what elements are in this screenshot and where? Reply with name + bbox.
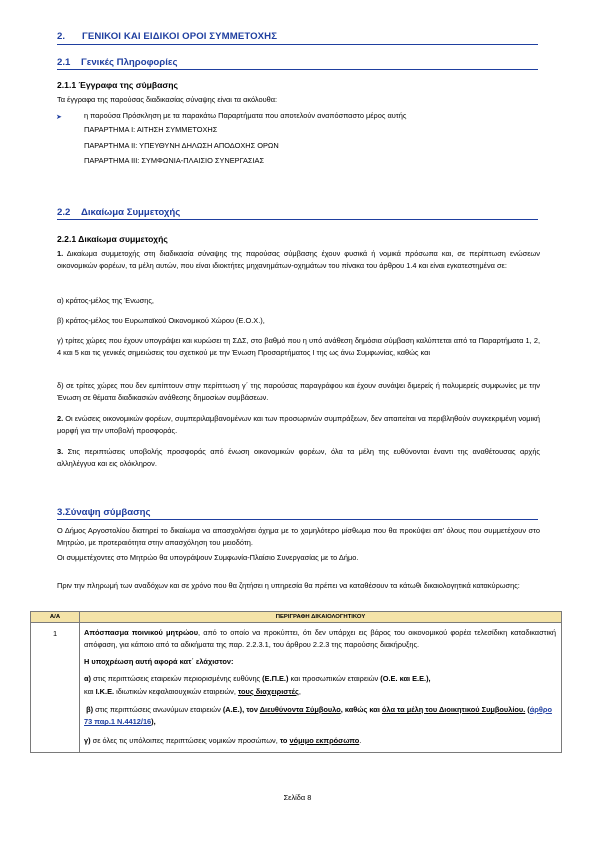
section-number: 2. [57,31,66,42]
item-text: στις περιπτώσεις ανωνύμων εταιρειών [93,705,223,715]
item-text: (Ο.Ε. και Ε.Ε.), [380,674,431,684]
item-text: Διευθύνοντα Σύμβουλο [259,705,341,715]
section-title: Γενικές Πληροφορίες [81,57,178,68]
documents-intro: Τα έγγραφα της παρούσας διαδικασίας σύναψης είναι τα ακόλουθα: [57,95,278,104]
obligation-item-a [84,673,556,698]
criminal-record-title: Απόσπασμα ποινικού μητρώου [84,628,199,637]
column-header-aa: Α/Α [31,612,80,623]
section-3-paragraph-2: Οι συμμετέχοντες στο Μητρώο θα υπογράψουν Συμφωνία-Πλαίσιο Συνεργασίας με το Δήμο. [57,553,359,562]
section-3-heading: 3.Σύναψη σύμβασης [57,507,538,520]
item-text: (Ε.Π.Ε.) [262,674,289,684]
item-text: ), [151,717,156,727]
paragraph-number: 2. [57,414,64,423]
item-text: ( [525,705,530,715]
item-text: και προσωπικών εταιρειών [288,674,381,684]
participation-paragraph-2 [57,413,540,438]
table-header-row [31,612,562,623]
annex-1: ΠΑΡΑΡΤΗΜΑ Ι: ΑΙΤΗΣΗ ΣΥΜΜΕΤΟΧΗΣ [84,125,218,134]
table-row [31,623,562,753]
row-number: 1 [31,623,80,753]
column-header-description: ΠΕΡΙΓΡΑΦΗ ΔΙΚΑΙΟΛΟΓΗΤΙΚΟΥ [80,612,562,623]
paragraph-text: Δικαίωμα συμμετοχής στη διαδικασία σύναψης της παρούσας σύμβασης έχουν φυσικά ή νομικά πρόσωπα και, σε περίπτωση ενώσεων οικονομικών φορέων, τα μέλη αυτών, που είναι ιδιοκτήτες μηχανημάτων-οχημάτων του πίνακα του άρθρου 1.4 και είναι εγκατεστημένα σε: [57,249,540,271]
annex-2: ΠΑΡΑΡΤΗΜΑ ΙΙ: ΥΠΕΥΘΥΝΗ ΔΗΛΩΣΗ ΑΠΟΔΟΧΗΣ ΟΡΩΝ [84,141,279,150]
item-a: α) κράτος-μέλος της Ένωσης, [57,296,154,305]
section-2-2-1-heading: 2.2.1 Δικαίωμα συμμετοχής [57,234,168,244]
paragraph-number: 3. [57,447,64,456]
item-text: (Α.Ε.), τον [222,705,260,715]
section-3-paragraph-1: Ο Δήμος Αργοστολίου διατηρεί το δικαίωμα να απασχολήσει όχημα με το χαμηλότερο μίσθωμα που θα προκύψει απ' όλους που συμμετέχουν στο Μητρώο, με προτεραιότητα στην απασχόληση του μειοδότη. [57,526,540,548]
item-letter: γ) [84,735,91,745]
item-text: Ι.Κ.Ε. [95,686,115,696]
row-description [80,623,562,753]
section-2-1-1-heading: 2.1.1 Έγγραφα της σύμβασης [57,80,179,90]
participation-paragraph-3 [57,446,540,471]
item-text: . [359,735,362,745]
participation-paragraph-1 [57,248,540,273]
item-text: ιδιωτικών κεφαλαιουχικών εταιρειών, [114,686,238,696]
arrow-bullet-icon: ➤ [56,114,62,121]
section-number: 2.2 [57,207,71,218]
section-3-paragraph-3: Πριν την πληρωμή των αναδόχων και σε χρόνο που θα ζητήσει η υπηρεσία θα πρέπει να καταθέσουν τα κάτωθι δικαιολογητικά κατακύρωσης: [57,581,520,590]
item-text: , καθώς και [340,705,382,715]
item-text: όλα τα μέλη του Διοικητικού Συμβουλίου. [381,705,526,715]
item-text: νόμιμο εκπρόσωπο [289,735,360,745]
item-letter: α) [84,674,92,684]
item-c: γ) τρίτες χώρες που έχουν υπογράψει και κυρώσει τη ΣΔΣ, στο βαθμό που η υπό ανάθεση δημόσια σύμβαση καλύπτεται από τα Παραρτήματα 1, 2, 4 και 5 και τις γενικές σημειώσεις του σχετικού με την Ένωση Προσαρτήματος I της ως άνω Συμφωνίας, καθώς και [57,336,540,358]
section-title: Δικαίωμα Συμμετοχής [81,207,181,218]
obligation-item-c [84,735,556,747]
law-article-link[interactable]: άρθρο 73 παρ.1 Ν.4412/16 [84,705,552,727]
annex-3: ΠΑΡΑΡΤΗΜΑ ΙΙΙ: ΣΥΜΦΩΝΙΑ-ΠΛΑΙΣΙΟ ΣΥΝΕΡΓΑΣΙΑΣ [84,156,265,165]
item-text: τους διαχειριστές [237,686,299,696]
item-text: το [279,735,290,745]
item-letter: β) [86,705,94,715]
item-text: , [298,686,301,696]
paragraph-number: 1. [57,249,64,258]
page-footer: Σελίδα 8 [283,793,312,802]
section-number: 2.1 [57,57,71,68]
criminal-record-text [84,627,556,652]
paragraph-text: Στις περιπτώσεις υποβολής προσφοράς από ένωση οικονομικών φορέων, όλα τα μέλη της ευθύνονται έναντι της αναθέτουσας αρχής αλληλέγγυα και εις ολόκληρον. [57,447,540,469]
item-text: σε όλες τις υπόλοιπες περιπτώσεις νομικών προσώπων, [90,735,280,745]
section-2-2-heading [57,207,538,220]
section-2-1-heading [57,57,538,70]
documents-table [30,611,562,753]
item-text: και [84,686,96,696]
item-b: β) κράτος-μέλος του Ευρωπαϊκού Οικονομικού Χώρου (Ε.Ο.Χ.), [57,316,265,325]
criminal-record-description: , από το οποίο να προκύπτει, ότι δεν υπάρχει εις βάρος του οικονομικού φορέα τελεσίδικη καταδικαστική απόφαση, για κάποιο από τα αδικήματα της παρ. 2.2.3.1, του άρθρου 2.2.3 της παρούσης διακήρυξης. [84,628,557,650]
item-d: δ) σε τρίτες χώρες που δεν εμπίπτουν στην περίπτωση γ΄ της παρούσας παραγράφου και έχουν συνάψει διμερείς ή πολυμερείς συμφωνίες με την Ένωση σε θέματα διαδικασιών ανάθεσης δημοσίων συμβάσεων. [57,381,540,403]
obligation-heading: Η υποχρέωση αυτή αφορά κατ΄ ελάχιστον: [84,656,234,666]
paragraph-text: Οι ενώσεις οικονομικών φορέων, συμπεριλαμβανομένων και των προσωρινών συμπράξεων, δεν απαιτείται να περιβληθούν συγκεκριμένη νομική μορφή για την υποβολή προσφοράς. [57,414,540,436]
section-2-heading [57,31,538,45]
obligation-item-b [84,704,556,729]
section-title: ΓΕΝΙΚΟΙ ΚΑΙ ΕΙΔΙΚΟΙ ΟΡΟΙ ΣΥΜΜΕΤΟΧΗΣ [82,31,278,42]
bullet-text: η παρούσα Πρόσκληση με τα παρακάτω Παραρτήματα που αποτελούν αναπόσπαστο μέρος αυτής [84,111,407,120]
item-text: στις περιπτώσεις εταιρειών περιορισμένης ευθύνης [91,674,263,684]
